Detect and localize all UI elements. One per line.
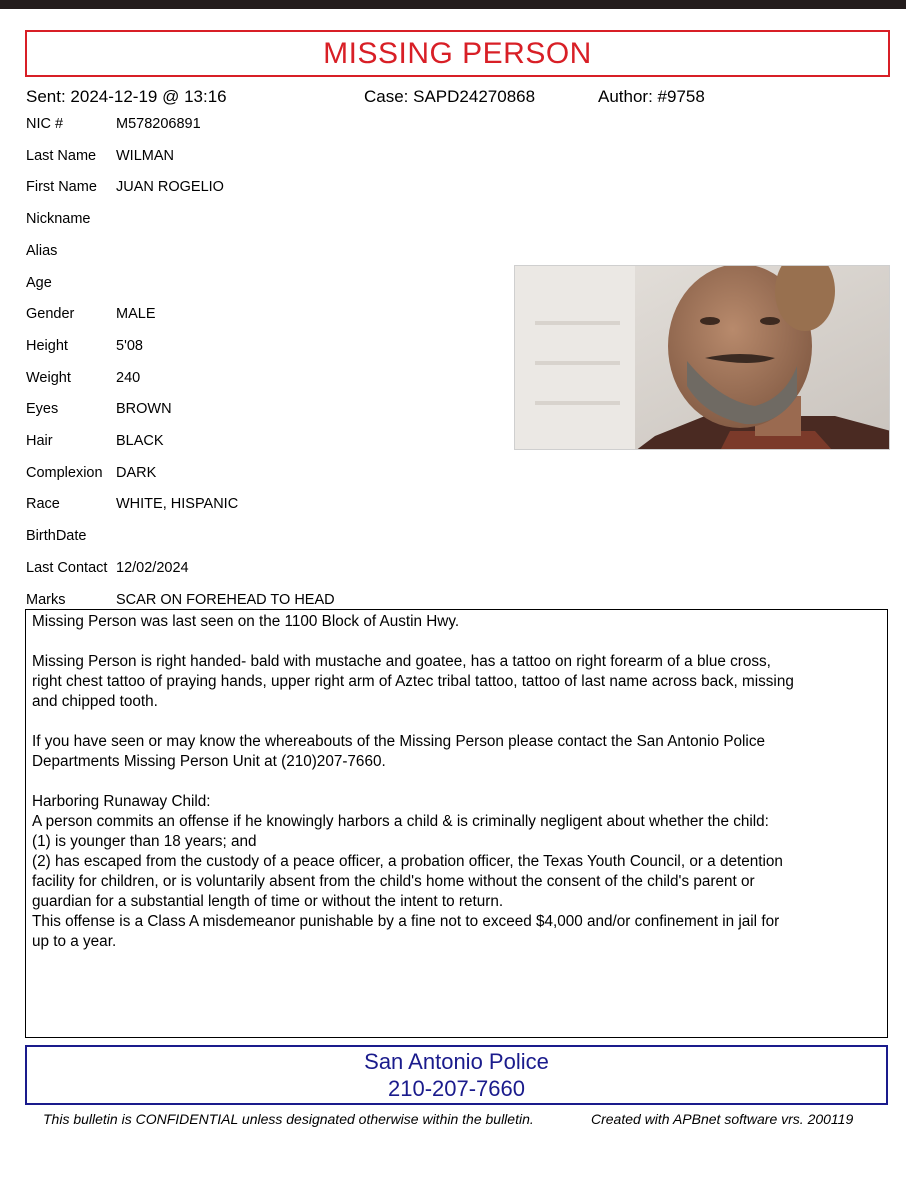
field-label: Last Contact (26, 559, 108, 576)
field-label: Eyes (26, 401, 59, 418)
field-value: 5'08 (116, 337, 143, 354)
field-label: Age (26, 274, 52, 291)
field-value: MALE (116, 306, 156, 323)
title-banner (25, 30, 890, 77)
field-value: BROWN (116, 401, 172, 418)
description-text: Missing Person is right handed- bald with mustache and goatee, has a tattoo on right forearm of a blue cross, right chest tattoo of praying hands, upper right arm of Aztec tribal tattoo, tattoo of last name across back, missing and chipped tooth. (32, 653, 794, 710)
field-value: 240 (116, 369, 141, 386)
field-value: BLACK (116, 433, 164, 449)
field-label: Last Name (26, 147, 97, 164)
author-id: Author: #9758 (598, 87, 705, 106)
last-seen-text: Missing Person was last seen on the 1100 Block of Austin Hwy. (32, 613, 460, 630)
field-value: WILMAN (116, 147, 174, 164)
narrative-box (25, 609, 888, 1038)
field-value: 12/02/2024 (116, 559, 189, 576)
field-label: Gender (26, 306, 75, 323)
field-label: Complexion (26, 464, 103, 481)
field-label: First Name (26, 179, 97, 196)
field-label: NIC # (26, 116, 64, 132)
harboring-notice: Harboring Runaway Child: A person commits an offense if he knowingly harbors a child & is criminally negligent about whether the child: (1) is younger than 18 years; and (2) has escaped from the custody of a peace officer, a probation officer, the Texas Youth Council, or a detention facility for children, or is voluntarily absent from the child's home without the consent of the child's parent or guardian for a substantial length of time or without the intent to return. This offense is a Class A misdemeanor punishable by a fine not to exceed $4,000 and/or confinement in jail for up to a year. (32, 793, 783, 950)
case-number: Case: SAPD24270868 (364, 87, 536, 106)
field-value: SCAR ON FOREHEAD TO HEAD (116, 591, 335, 608)
agency-phone: 210-207-7660 (387, 1076, 525, 1101)
field-label: Hair (26, 433, 53, 449)
software-credit: Created with APBnet software vrs. 200119 (591, 1111, 854, 1127)
field-label: Marks (26, 591, 66, 608)
person-photo (514, 265, 890, 450)
field-label: Alias (26, 242, 58, 259)
agency-name: San Antonio Police (364, 1049, 549, 1074)
field-label: Race (26, 496, 60, 513)
field-label: BirthDate (26, 528, 87, 545)
field-value: JUAN ROGELIO (116, 179, 224, 196)
field-value: WHITE, HISPANIC (116, 496, 239, 513)
contact-instructions: If you have seen or may know the whereabouts of the Missing Person please contact the San Antonio Police Departments Missing Person Unit at (210)207-7660. (32, 733, 765, 770)
agency-contact-box (25, 1045, 888, 1105)
field-label: Weight (26, 369, 71, 386)
confidential-notice: This bulletin is CONFIDENTIAL unless designated otherwise within the bulletin. (43, 1111, 534, 1127)
field-label: Nickname (26, 211, 91, 228)
top-bar (0, 0, 906, 9)
field-value: M578206891 (116, 116, 201, 132)
field-label: Height (26, 337, 68, 354)
page-title: MISSING PERSON (323, 36, 592, 70)
sent-datetime: Sent: 2024-12-19 @ 13:16 (26, 87, 227, 106)
field-value: DARK (116, 464, 157, 481)
